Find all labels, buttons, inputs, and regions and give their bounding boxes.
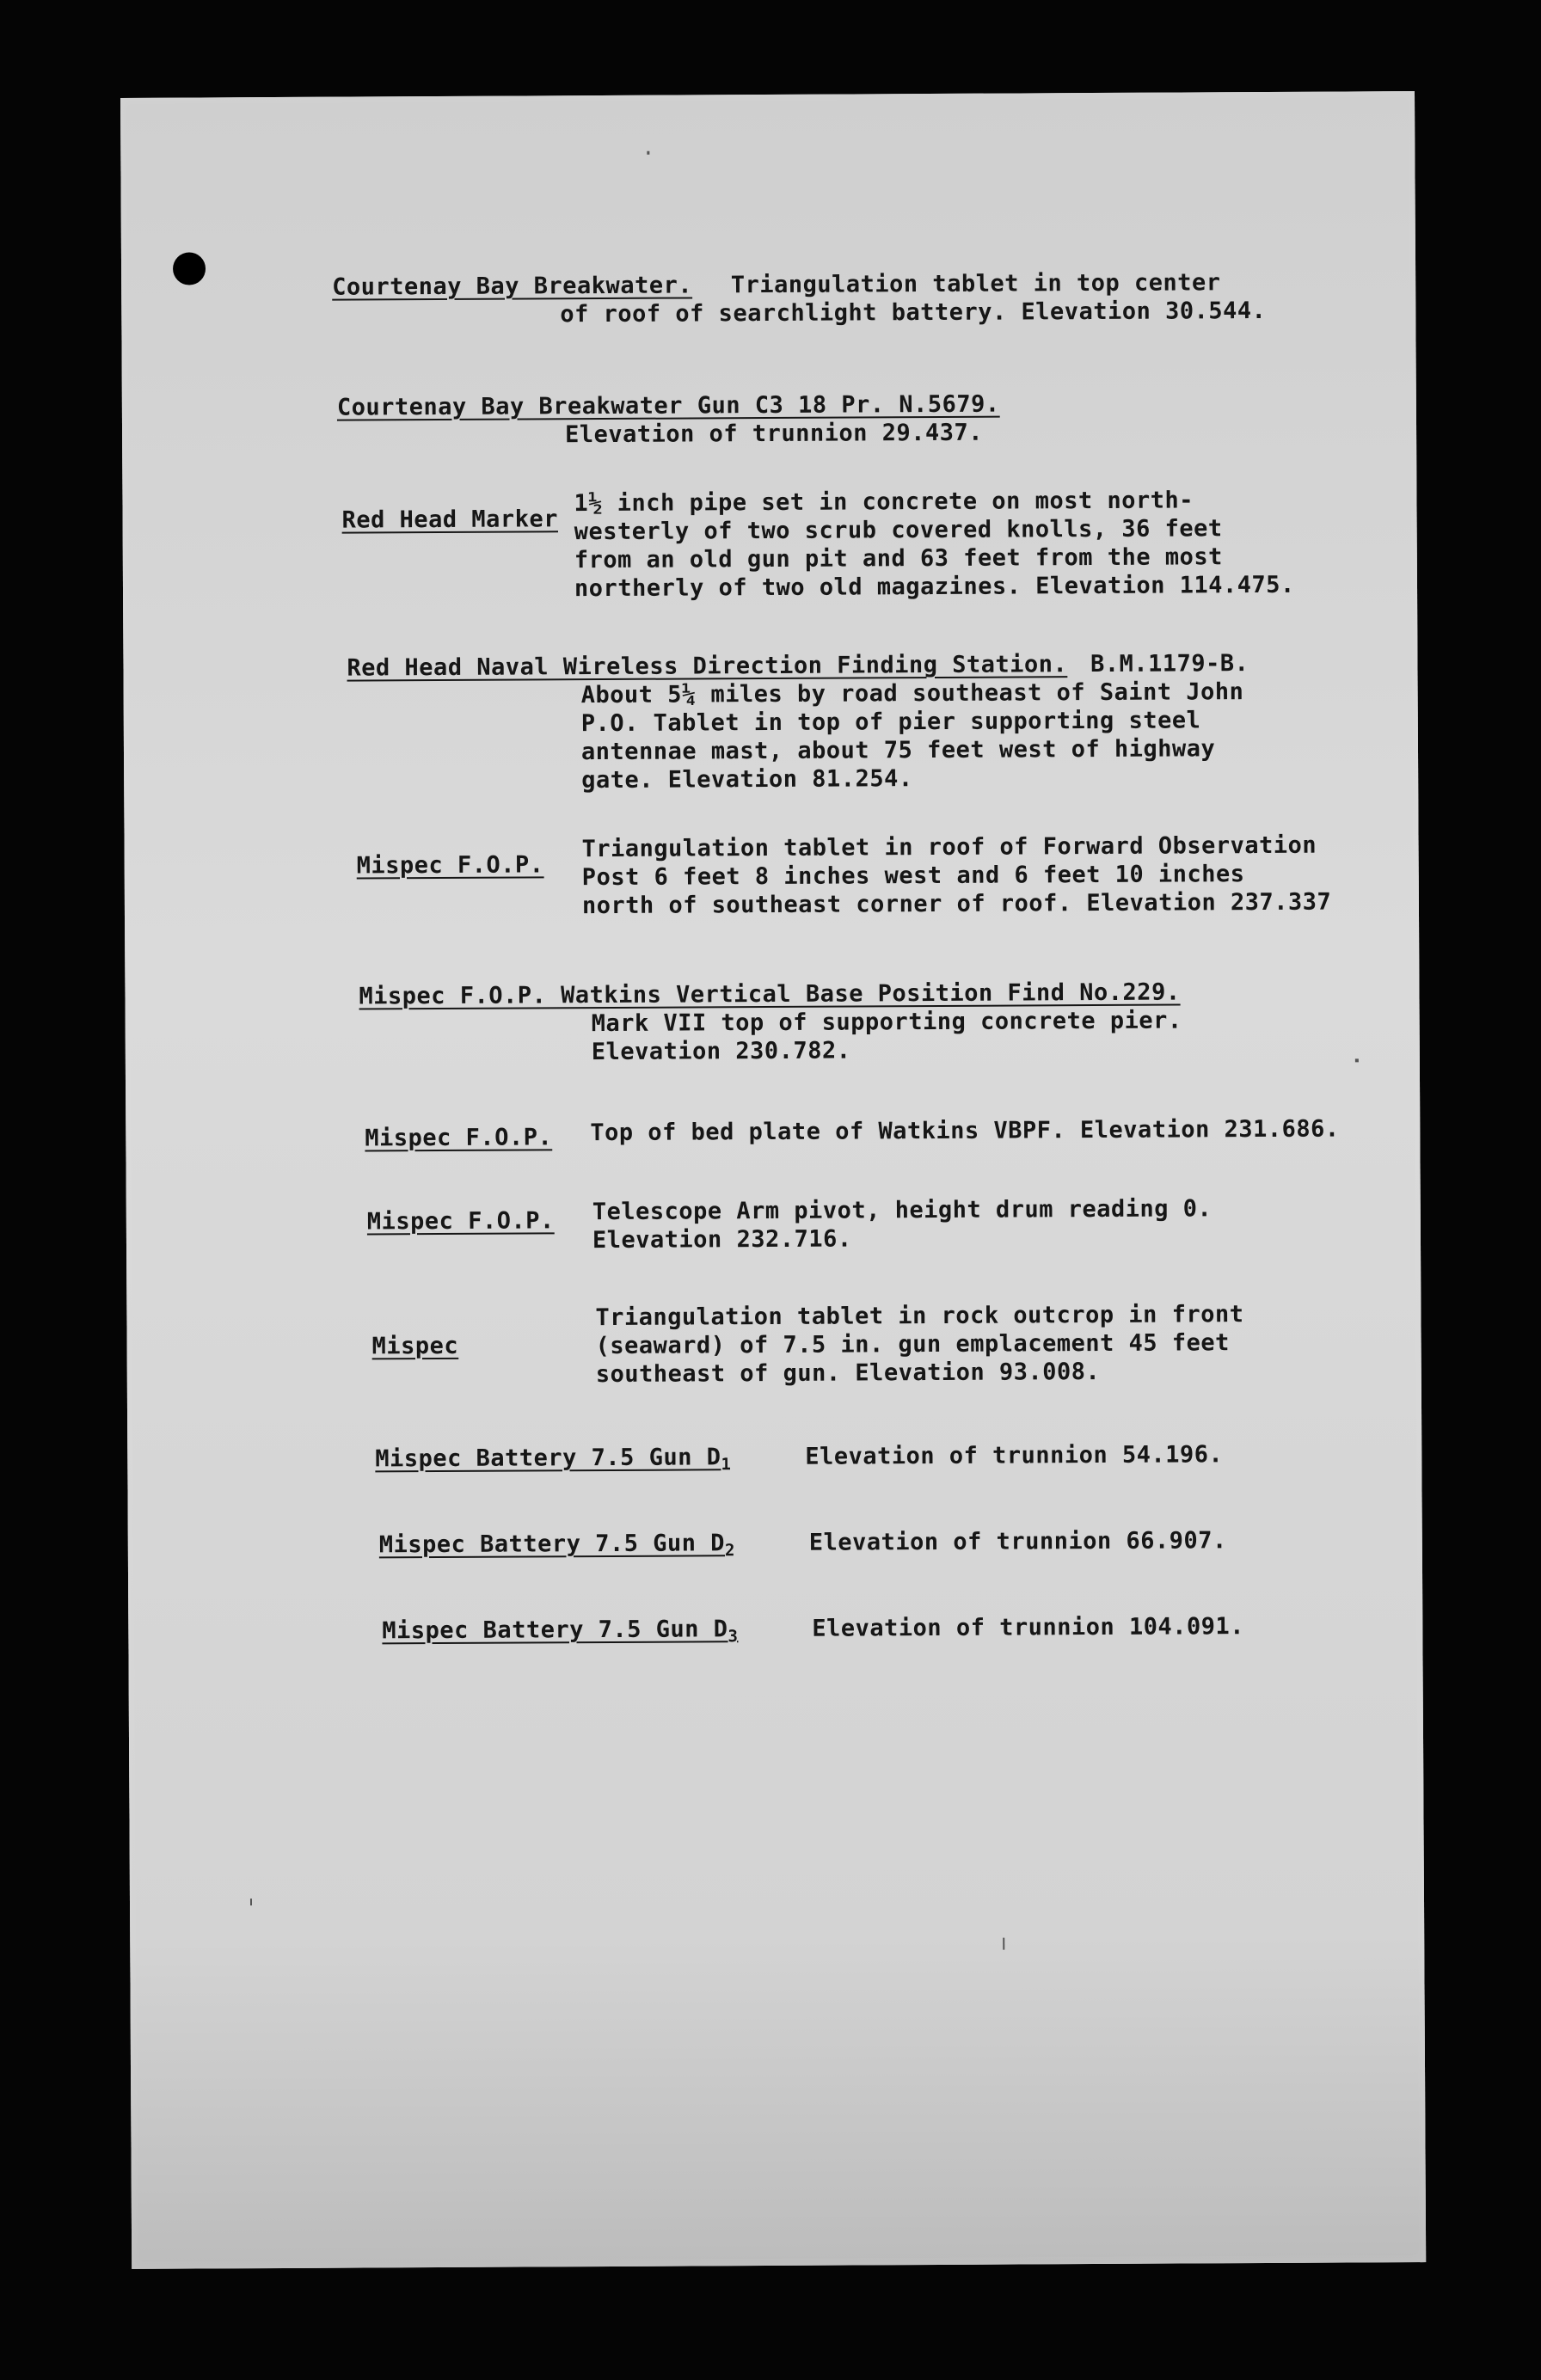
entry-title: Mispec F.O.P. Watkins Vertical Base Position Find No.229.: [359, 978, 1181, 1010]
entry-mispec-fop-watkins: [359, 976, 1541, 1067]
entry-text: B.M.1179-B.: [1090, 650, 1249, 678]
entry-mispec-fop-bed-plate: [365, 1113, 1541, 1152]
entry-text: antennae mast, about 75 feet west of highway: [580, 735, 1216, 766]
entry-title: Red Head Naval Wireless Direction Finding Station.: [347, 651, 1068, 682]
entry-text: Top of bed plate of Watkins VBPF. Elevation 231.686.: [590, 1115, 1340, 1147]
entry-text: Triangulation tablet in top center: [730, 269, 1221, 299]
entry-text: of roof of searchlight battery. Elevation 30.544.: [560, 297, 1267, 328]
gun-entry-d2: [378, 1524, 1541, 1561]
entry-text: westerly of two scrub covered knolls, 36 feet: [574, 515, 1223, 546]
entry-title: Mispec F.O.P.: [356, 851, 544, 880]
entry-text: About 5¼ miles by road southeast of Saint John: [580, 678, 1244, 709]
paper-speck: [1003, 1938, 1004, 1950]
paper-speck: [647, 151, 649, 155]
gun-elevation-text: Elevation of trunnion 54.196.: [805, 1441, 1224, 1470]
gun-entry-d3: [382, 1610, 1541, 1647]
entry-text: gate. Elevation 81.254.: [581, 765, 913, 794]
entry-courtenay-bay-gun-c3: [337, 387, 1541, 450]
entry-text: north of southeast corner of roof. Elevation 237.337: [581, 888, 1332, 920]
entry-text: Post 6 feet 8 inches west and 6 feet 10 inches: [581, 861, 1245, 892]
entry-title: Mispec F.O.P.: [366, 1207, 555, 1236]
entry-text: Mark VII top of supporting concrete pier.: [591, 1007, 1182, 1038]
entry-text: Triangulation tablet in roof of Forward Observation: [581, 831, 1317, 863]
document-page: [120, 91, 1426, 2269]
entry-text: Elevation of trunnion 29.437.: [564, 419, 984, 449]
gun-elevation-text: Elevation of trunnion 104.091.: [812, 1613, 1245, 1642]
entry-text: northerly of two old magazines. Elevation 114.475.: [574, 571, 1295, 603]
entry-mispec-fop-1: [357, 830, 1541, 930]
gun-title: Mispec Battery 7.5 Gun $D_2$: [378, 1530, 736, 1561]
entry-title: Mispec: [371, 1332, 459, 1360]
paper-speck: [250, 1898, 252, 1905]
gun-title: Mispec Battery 7.5 Gun $D_1$: [375, 1444, 732, 1475]
entry-text: Elevation 232.716.: [592, 1225, 852, 1254]
entry-title: Courtenay Bay Breakwater.: [332, 272, 693, 301]
entry-courtenay-bay-breakwater: [332, 267, 1536, 329]
entry-text: P.O. Tablet in top of pier supporting steel: [580, 707, 1201, 738]
entry-text: Elevation 230.782.: [591, 1037, 851, 1066]
entry-text: (seaward) of 7.5 in. gun emplacement 45 feet: [595, 1329, 1230, 1360]
entry-text: 1½ inch pipe set in concrete on most north-: [574, 487, 1194, 518]
entry-text: Triangulation tablet in rock outcrop in front: [595, 1301, 1244, 1332]
entry-title: Mispec F.O.P.: [365, 1124, 553, 1152]
entry-title: Red Head Marker: [341, 506, 559, 534]
entry-text: from an old gun pit and 63 feet from the most: [574, 543, 1223, 574]
gun-entry-d1: [375, 1438, 1541, 1475]
entry-mispec: [371, 1298, 1541, 1389]
entry-title: Courtenay Bay Breakwater Gun C3 18 Pr. N.5679.: [336, 390, 1000, 421]
entry-red-head-marker: [341, 484, 1541, 610]
gun-title: Mispec Battery 7.5 Gun $D_3$: [382, 1616, 739, 1647]
gun-elevation-text: Elevation of trunnion 66.907.: [808, 1527, 1227, 1556]
punch-hole: [173, 252, 206, 285]
entry-mispec-fop-telescope: [366, 1193, 1541, 1254]
entry-text: southeast of gun. Elevation 93.008.: [595, 1358, 1101, 1389]
entry-red-head-naval-wireless: [347, 647, 1541, 795]
entry-text: Telescope Arm pivot, height drum reading 0.: [592, 1195, 1213, 1226]
paper-speck: [1355, 1058, 1359, 1062]
